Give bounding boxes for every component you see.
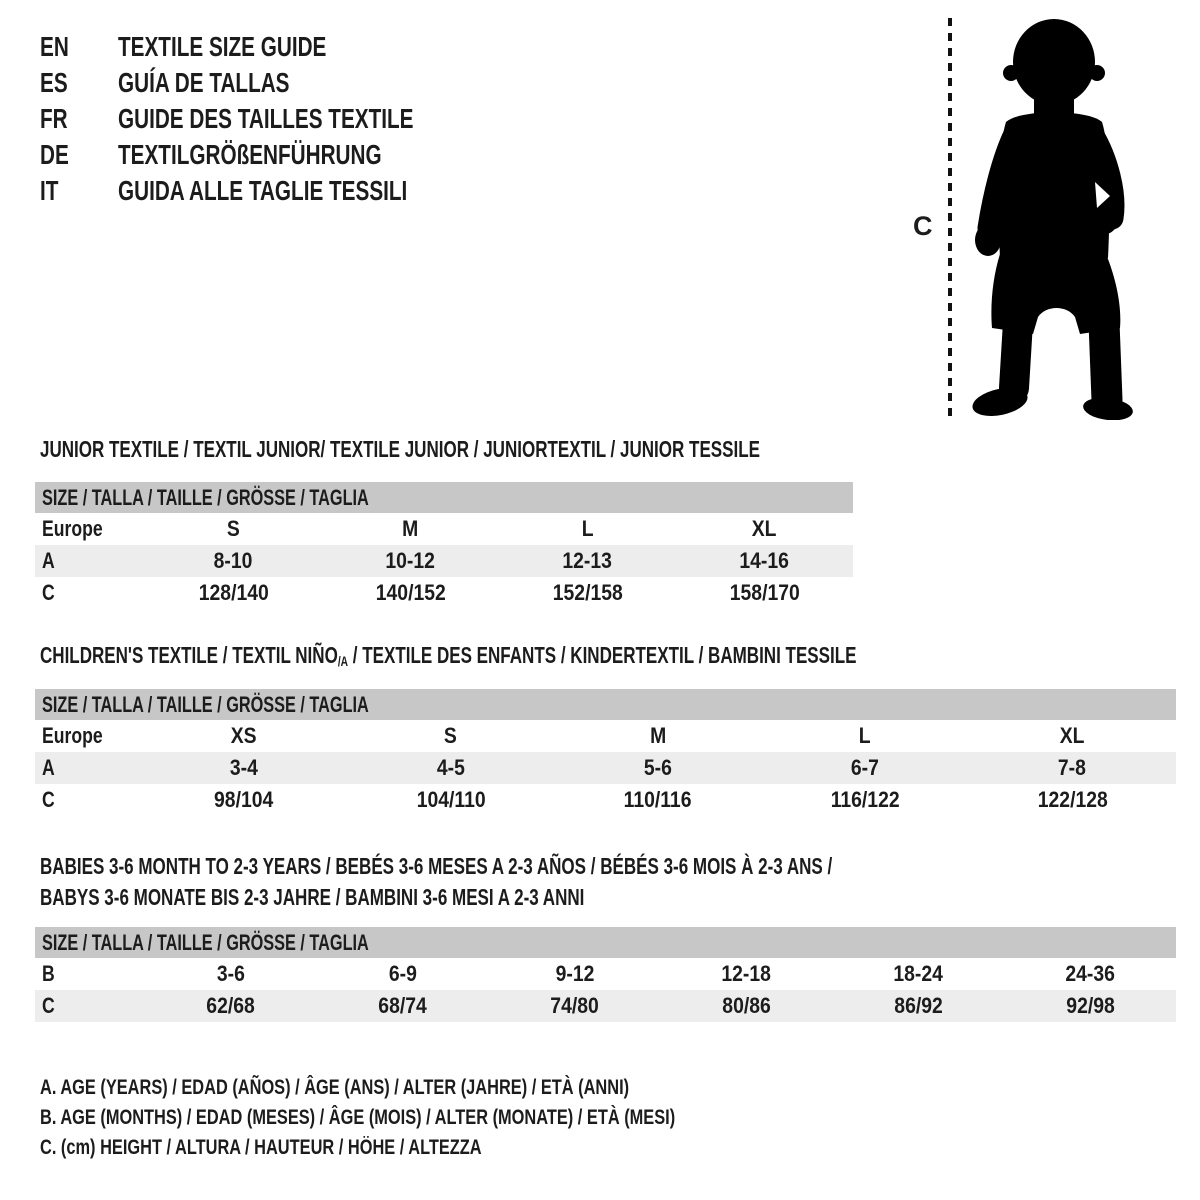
babies-title-line1: BABIES 3-6 MONTH TO 2-3 YEARS / BEBÉS 3-6 MESES A 2-3 AÑOS / BÉBÉS 3-6 MOIS À 2-3 ANS / — [40, 853, 833, 879]
size-col-m: M — [649, 723, 667, 748]
size-col-s: S — [444, 723, 458, 748]
children-section-title — [40, 642, 1143, 675]
size-col-xl: XL — [752, 516, 777, 541]
months-value: 12-18 — [721, 961, 772, 986]
language-row-de — [40, 137, 517, 173]
height-value: 152/158 — [552, 580, 623, 605]
children-size-table — [35, 689, 1176, 816]
language-row-en — [40, 29, 517, 65]
height-value: 80/86 — [722, 993, 771, 1018]
size-col-l: L — [859, 723, 872, 748]
children-age-row — [35, 752, 1176, 784]
age-value: 8-10 — [214, 548, 253, 573]
months-value: 18-24 — [893, 961, 943, 986]
months-value: 6-9 — [388, 961, 417, 986]
size-col-xl: XL — [1060, 723, 1085, 748]
months-value: 24-36 — [1065, 961, 1115, 986]
babies-title-line2: BABYS 3-6 MONATE BIS 2-3 JAHRE / BAMBINI 3-6 MESI A 2-3 ANNI — [40, 884, 585, 910]
language-code: ES — [40, 67, 68, 98]
age-value: 4-5 — [436, 755, 465, 780]
height-value: 116/122 — [830, 787, 900, 812]
height-value: 98/104 — [213, 787, 274, 812]
row-label-a: A — [42, 755, 55, 780]
language-code: EN — [40, 31, 69, 62]
age-value: 3-4 — [229, 755, 258, 780]
height-value: 128/140 — [198, 580, 269, 605]
row-label-c: C — [42, 787, 55, 812]
age-value: 10-12 — [385, 548, 436, 573]
children-sizes-row — [35, 720, 1176, 752]
guide-title-it: GUIDA ALLE TAGLIE TESSILI — [118, 175, 408, 206]
height-value: 92/98 — [1065, 993, 1115, 1018]
row-label-c: C — [42, 580, 55, 605]
height-value: 122/128 — [1037, 787, 1108, 812]
months-value: 3-6 — [216, 961, 245, 986]
height-measure-dashed-line — [946, 18, 954, 420]
guide-title-es: GUÍA DE TALLAS — [118, 67, 290, 98]
language-row-fr — [40, 101, 517, 137]
babies-size-header-bar: SIZE / TALLA / TAILLE / GRÖSSE / TAGLIA — [35, 927, 1176, 958]
region-label: Europe — [42, 723, 103, 748]
guide-title-en: TEXTILE SIZE GUIDE — [118, 31, 327, 62]
babies-size-table — [35, 927, 1176, 1022]
language-row-it — [40, 173, 517, 209]
height-measure-label: C — [913, 211, 933, 241]
size-col-l: L — [581, 516, 594, 541]
guide-title-de: TEXTILGRÖßENFÜHRUNG — [118, 139, 382, 170]
age-value: 5-6 — [644, 755, 672, 780]
row-label-b: B — [42, 961, 55, 986]
months-value: 9-12 — [555, 961, 594, 986]
junior-age-row — [35, 545, 853, 577]
height-value: 158/170 — [729, 580, 800, 605]
height-value: 68/74 — [378, 993, 427, 1018]
junior-height-row — [35, 577, 853, 609]
children-title-main: CHILDREN'S TEXTILE / TEXTIL NIÑO — [40, 642, 338, 668]
size-col-s: S — [227, 516, 240, 541]
row-label-c: C — [42, 993, 55, 1018]
junior-section-title: JUNIOR TEXTILE / TEXTIL JUNIOR/ TEXTILE JUNIOR / JUNIORTEXTIL / JUNIOR TESSILE — [40, 436, 760, 462]
children-title-rest: / TEXTILE DES ENFANTS / KINDERTEXTIL / BAMBINI TESSILE — [348, 642, 857, 668]
junior-sizes-row — [35, 513, 853, 545]
size-col-xs: XS — [230, 723, 257, 748]
language-title-list — [40, 29, 517, 209]
language-code: FR — [40, 103, 68, 134]
junior-size-table — [35, 482, 853, 609]
height-value: 140/152 — [375, 580, 446, 605]
age-value: 6-7 — [851, 755, 880, 780]
legend-age-years: A. AGE (YEARS) / EDAD (AÑOS) / ÂGE (ANS) / ALTER (JAHRE) / ETÀ (ANNI) — [40, 1076, 630, 1099]
legend-age-months: B. AGE (MONTHS) / EDAD (MESES) / ÂGE (MOIS) / ALTER (MONATE) / ETÀ (MESI) — [40, 1106, 676, 1129]
region-label: Europe — [42, 516, 103, 541]
age-value: 12-13 — [562, 548, 613, 573]
children-size-header-bar: SIZE / TALLA / TAILLE / GRÖSSE / TAGLIA — [35, 689, 1176, 720]
height-value: 62/68 — [206, 993, 256, 1018]
babies-months-row — [35, 958, 1176, 990]
height-value: 86/92 — [894, 993, 943, 1018]
height-value: 104/110 — [416, 787, 486, 812]
height-value: 74/80 — [550, 993, 599, 1018]
guide-title-fr: GUIDE DES TAILLES TEXTILE — [118, 103, 414, 134]
babies-height-row — [35, 990, 1176, 1022]
measure-legend — [40, 1073, 854, 1163]
children-title-subscript: /A — [337, 654, 349, 670]
language-code: IT — [40, 175, 59, 206]
row-label-a: A — [42, 548, 55, 573]
language-code: DE — [40, 139, 69, 170]
toddler-silhouette-icon — [958, 16, 1148, 420]
legend-height-cm: C. (cm) HEIGHT / ALTURA / HAUTEUR / HÖHE / ALTEZZA — [40, 1136, 482, 1159]
junior-size-header-bar: SIZE / TALLA / TAILLE / GRÖSSE / TAGLIA — [35, 482, 853, 513]
language-row-es — [40, 65, 517, 101]
height-value: 110/116 — [624, 787, 692, 812]
babies-section-title — [40, 851, 1111, 913]
size-col-m: M — [402, 516, 419, 541]
children-height-row — [35, 784, 1176, 816]
age-value: 7-8 — [1058, 755, 1087, 780]
age-value: 14-16 — [739, 548, 790, 573]
